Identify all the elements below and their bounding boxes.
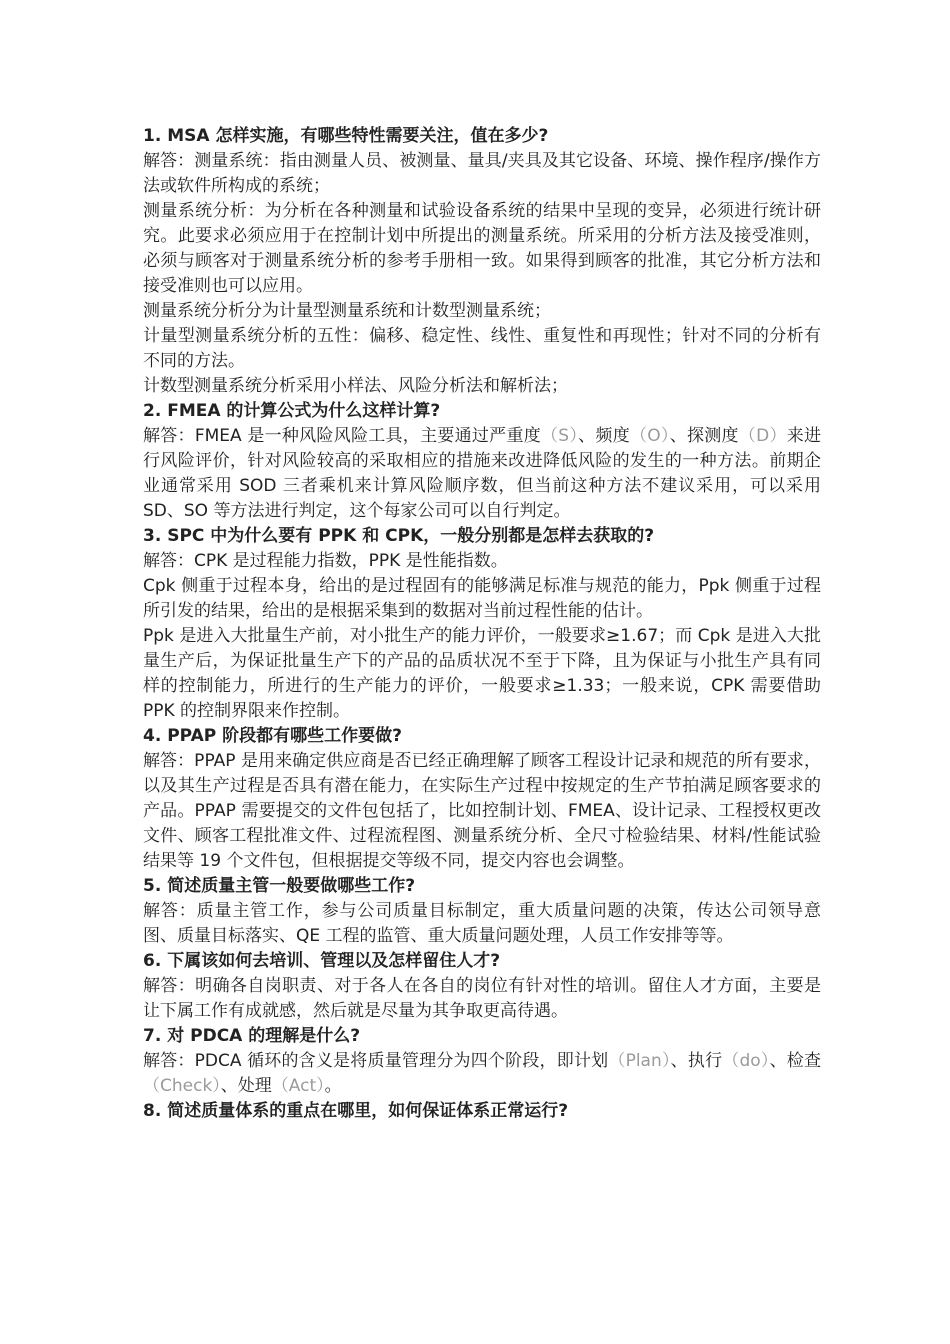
- answer-5-paragraph-1: 解答：质量主管工作，参与公司质量目标制定，重大质量问题的决策，传达公司领导意图、质量目标落实、QE 工程的监管、重大质量问题处理，人员工作安排等等。: [143, 901, 821, 946]
- question-2: 2. FMEA 的计算公式为什么这样计算?: [143, 401, 441, 421]
- answer-2-paragraph-1: 解答：FMEA 是一种风险风险工具，主要通过严重度（S）、频度（O）、探测度（D）来进行风险评价，针对风险较高的采取相应的措施来改进降低风险的发生的一种方法。前期企业通常采用 SOD 三者乘机来计算风险顺序数，但当前这种方法不建议采用，可以采用 SD、SO 等方法进行判定，这个每家公司可以自行判定。: [143, 426, 821, 521]
- answer-1-paragraph-1: 解答：测量系统：指由测量人员、被测量、量具/夹具及其它设备、环境、操作程序/操作方法或软件所构成的系统；: [143, 151, 821, 196]
- answer-7-paragraph-1: 解答：PDCA 循环的含义是将质量管理分为四个阶段，即计划（Plan）、执行（do）、检查（Check）、处理（Act）。: [143, 1051, 822, 1096]
- parenthetical-note: （do）: [722, 1051, 770, 1071]
- answer-1-paragraph-4: 计量型测量系统分析的五性：偏移、稳定性、线性、重复性和再现性；针对不同的分析有不同的方法。: [143, 326, 821, 371]
- answer-1-paragraph-5: 计数型测量系统分析采用小样法、风险分析法和解析法；: [143, 376, 568, 396]
- answer-3-paragraph-2: Cpk 侧重于过程本身，给出的是过程固有的能够满足标准与规范的能力，Ppk 侧重于过程所引发的结果，给出的是根据采集到的数据对当前过程性能的估计。: [143, 576, 821, 621]
- parenthetical-note: （D）: [738, 426, 787, 446]
- answer-3-paragraph-1: 解答：CPK 是过程能力指数，PPK 是性能指数。: [143, 551, 508, 571]
- answer-6-paragraph-1: 解答：明确各自岗职责、对于各人在各自的岗位有针对性的培训。留住人才方面，主要是让下属工作有成就感，然后就是尽量为其争取更高待遇。: [143, 976, 821, 1021]
- answer-1-paragraph-2: 测量系统分析：为分析在各种测量和试验设备系统的结果中呈现的变异，必须进行统计研究。此要求必须应用于在控制计划中所提出的测量系统。所采用的分析方法及接受准则，必须与顾客对于测量系统分析的参考手册相一致。如果得到顾客的批准，其它分析方法和接受准则也可以应用。: [143, 201, 821, 296]
- question-8: 8. 简述质量体系的重点在哪里，如何保证体系正常运行?: [143, 1101, 569, 1121]
- question-1: 1. MSA 怎样实施，有哪些特性需要关注，值在多少?: [143, 126, 549, 146]
- answer-4-paragraph-1: 解答：PPAP 是用来确定供应商是否已经正确理解了顾客工程设计记录和规范的所有要求，以及其生产过程是否具有潜在能力，在实际生产过程中按规定的生产节拍满足顾客要求的产品。PPAP 需要提交的文件包包括了，比如控制计划、FMEA、设计记录、工程授权更改文件、顾客工程批准文件、过程流程图、测量系统分析、全尺寸检验结果、材料/性能试验结果等 19 个文件包，但根据提交等级不同，提交内容也会调整。: [143, 751, 821, 871]
- parenthetical-note: （Act）: [271, 1076, 325, 1096]
- parenthetical-note: （S）: [541, 426, 579, 446]
- question-4: 4. PPAP 阶段都有哪些工作要做?: [143, 726, 402, 746]
- parenthetical-note: （Plan）: [608, 1051, 671, 1071]
- answer-1-paragraph-3: 测量系统分析分为计量型测量系统和计数型测量系统；: [143, 301, 551, 321]
- question-6: 6. 下属该如何去培训、管理以及怎样留住人才?: [143, 951, 501, 971]
- question-3: 3. SPC 中为什么要有 PPK 和 CPK，一般分别都是怎样去获取的?: [143, 526, 655, 546]
- question-7: 7. 对 PDCA 的理解是什么?: [143, 1026, 361, 1046]
- answer-3-paragraph-3: Ppk 是进入大批量生产前，对小批生产的能力评价，一般要求≥1.67；而 Cpk 是进入大批量生产后，为保证批量生产下的产品的品质状况不至于下降，且为保证与小批生产具有同样的控制能力，所进行的生产能力的评价，一般要求≥1.33；一般来说，CPK 需要借助 PPK 的控制界限来作控制。: [143, 626, 821, 721]
- parenthetical-note: （Check）: [143, 1076, 221, 1096]
- document-body: [143, 124, 821, 1124]
- parenthetical-note: （O）: [629, 426, 670, 446]
- question-5: 5. 简述质量主管一般要做哪些工作?: [143, 876, 416, 896]
